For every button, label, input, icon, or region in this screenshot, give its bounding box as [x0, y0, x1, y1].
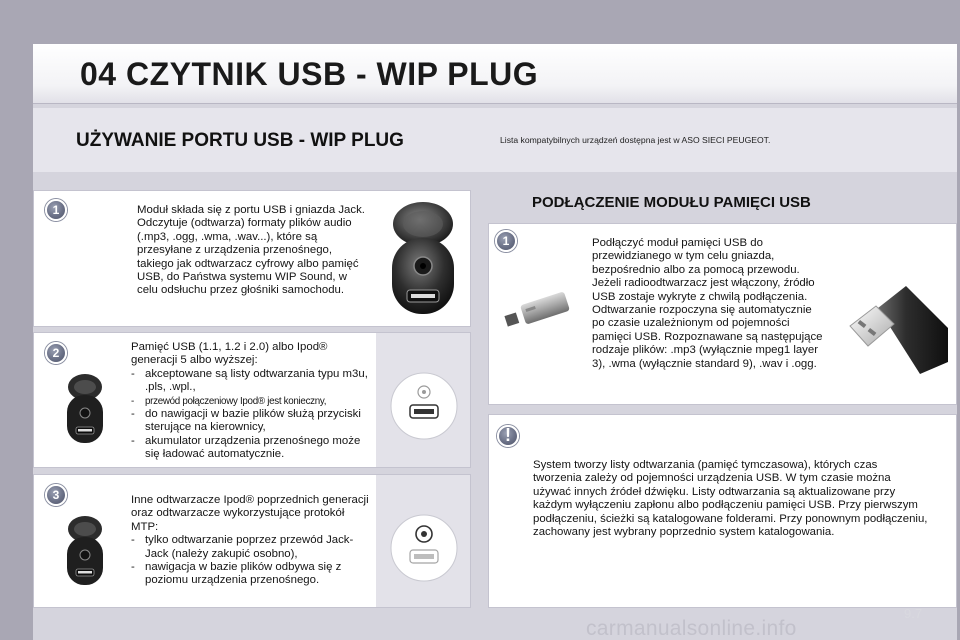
step-1-badge: 1 [45, 199, 67, 221]
list-item: - nawigacja w bazie plików odbywa się z poziomu urządzenia przenośnego. [131, 561, 371, 588]
section-title: UŻYWANIE PORTU USB - WIP PLUG [76, 130, 404, 151]
jack-port-highlight-icon [388, 512, 460, 584]
usb-jack-socket-icon [384, 196, 462, 324]
page-title: 04 CZYTNIK USB - WIP PLUG [80, 56, 539, 92]
usb-jack-socket-icon [64, 370, 106, 448]
usb-cable-connector-icon [836, 266, 948, 374]
usb-jack-socket-icon [64, 512, 106, 590]
other-players-text [131, 494, 371, 588]
connection-section-title: PODŁĄCZENIE MODUŁU PAMIĘCI USB [532, 194, 811, 211]
usb-stick-icon [502, 290, 576, 330]
list-item: - akceptowane są listy odtwarzania typu m3u, .pls, .wpl., [131, 368, 371, 395]
page-number: 9.7 [904, 606, 923, 621]
other-players-list [131, 534, 371, 588]
step-2-badge: 2 [45, 342, 67, 364]
watermark: carmanualsonline.info [586, 617, 797, 640]
list-item: - akumulator urządzenia przenośnego może się ładować automatycznie. [131, 435, 371, 462]
compatibility-note: Lista kompatybilnych urządzeń dostępna jest w ASO SIECI PEUGEOT. [500, 135, 771, 145]
module-description-text: Moduł składa się z portu USB i gniazda Jack. Odczytuje (odtwarza) formaty plików audio (.mp3, .ogg, .wma, .wav...), które są przesyłane z urządzenia przenośnego, takiego jak odtwarzacz cyfrowy albo pamięć USB, do Państwa systemu WIP Sound, w celu odsłuchu przez głośniki samochodu. [137, 204, 365, 297]
list-item: - tylko odtwarzanie poprzez przewód Jack-Jack (należy zakupić osobno), [131, 534, 371, 561]
other-players-intro: Inne odtwarzacze Ipod® poprzednich generacji oraz odtwarzacze wykorzystujące protokół MTP: [131, 494, 369, 533]
usb-ipod-new-list [131, 368, 371, 462]
step-3-badge: 3 [45, 484, 67, 506]
connection-step-1-badge: 1 [495, 230, 517, 252]
usb-ipod-new-intro: Pamięć USB (1.1, 1.2 i 2.0) albo Ipod® generacji 5 albo wyższej: [131, 341, 328, 367]
list-item: - do nawigacji w bazie plików służą przyciski sterujące na kierownicy, [131, 408, 371, 435]
usb-port-highlight-icon [388, 370, 460, 442]
playlist-warning-text: System tworzy listy odtwarzania (pamięć tymczasowa), których czas tworzenia zależy od pojemności urządzenia USB. W tym czasie można używać innych źródeł dźwięku. Listy odtwarzania są aktualizowane przy każdym wyłączeniu zapłonu albo podłączeniu pamięci USB. Przy pierwszym podłączeniu, ścieżki są katalogowane folderami. Przy ponownym podłączeniu, zachowany jest wybrany poprzednio system katalogowania. [533, 459, 928, 539]
usb-connection-text: Podłączyć moduł pamięci USB do przewidzianego w tym celu gniazda, bezpośrednio albo za pomocą przewodu. Jeżeli radioodtwarzacz jest włączony, źródło USB zostaje wykryte z chwilą podłączenia. Odtwarzanie rozpoczyna się automatycznie po czasie uzależnionym od pojemności pamięci USB. Rozpoznawane są następujące rodzaje plików: .mp3 (wyłącznie mpeg1 layer 3), .wma (wyłącznie standard 9), .wav i .ogg. [592, 237, 823, 370]
usb-ipod-new-text [131, 341, 371, 462]
warning-icon: ! [497, 425, 519, 447]
list-item: - przewód połączeniowy Ipod® jest konieczny, [131, 395, 371, 408]
